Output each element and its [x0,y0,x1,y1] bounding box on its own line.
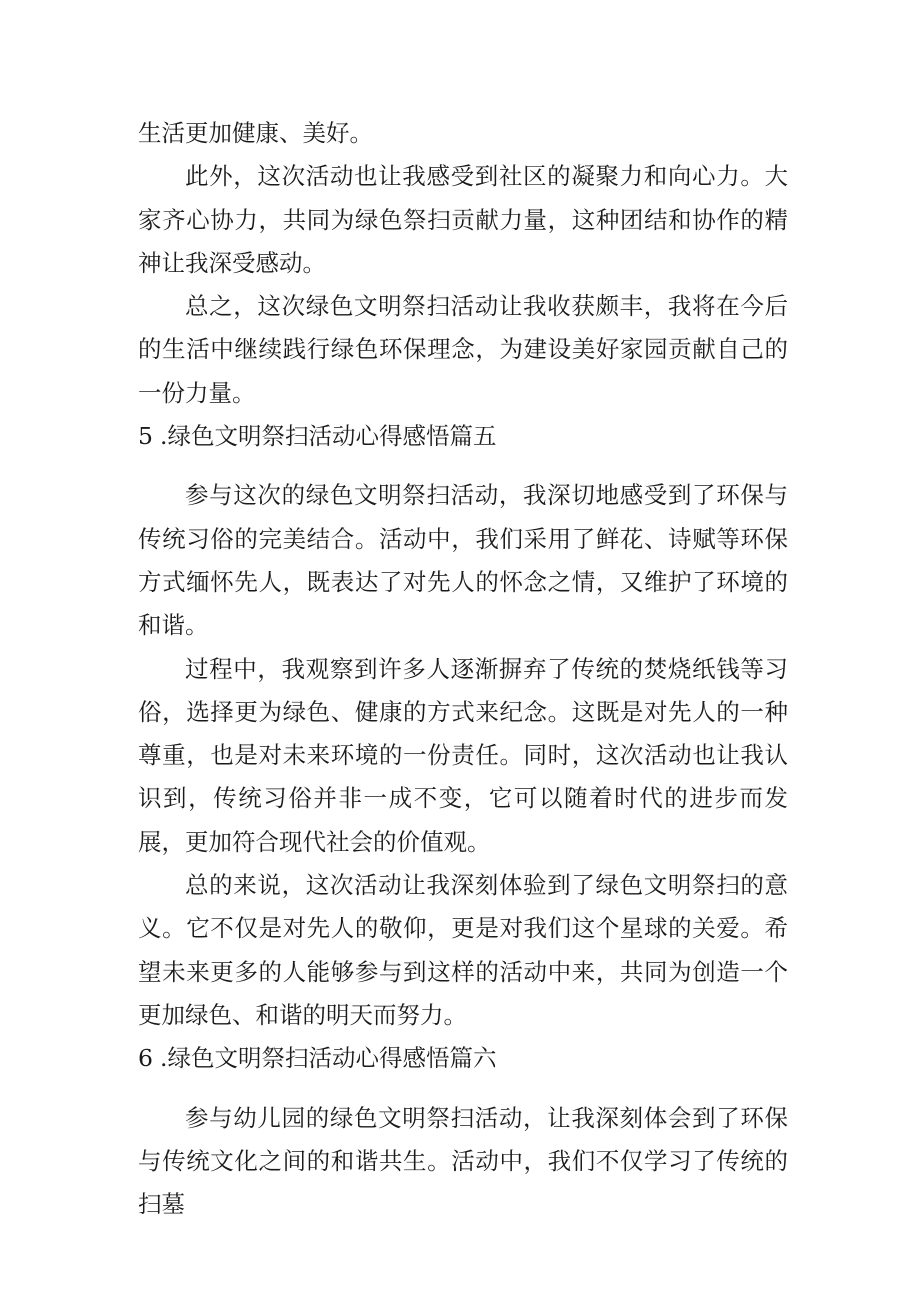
section-5-paragraph-1: 参与这次的绿色文明祭扫活动，我深切地感受到了环保与传统习俗的完美结合。活动中，我们采用了鲜花、诗赋等环保方式缅怀先人，既表达了对先人的怀念之情，又维护了环境的和谐。 [138,481,788,640]
section-5-heading [138,415,788,458]
section-5-title: .绿色文明祭扫活动心得感悟篇五 [160,422,497,451]
paragraph-continuation: 生活更加健康、美好。 [138,119,373,147]
section-5-paragraph-2: 过程中，我观察到许多人逐渐摒弃了传统的焚烧纸钱等习俗，选择更为绿色、健康的方式来纪念。这既是对先人的一种尊重，也是对未来环境的一份责任。同时，这次活动也让我认识到，传统习俗并非一成不变，它可以随着时代的进步而发展，更加符合现代社会的价值观。 [138,654,788,856]
paragraph-conclusion: 总之，这次绿色文明祭扫活动让我收获颇丰，我将在今后的生活中继续践行绿色环保理念，为建设美好家园贡献自己的一份力量。 [138,292,788,407]
document-body [138,112,788,1226]
section-6-title: .绿色文明祭扫活动心得感悟篇六 [160,1044,497,1073]
section-6-number: 6 [138,1044,153,1073]
section-5-paragraph-3: 总的来说，这次活动让我深刻体验到了绿色文明祭扫的意义。它不仅是对先人的敬仰，更是对我们这个星球的关爱。希望未来更多的人能够参与到这样的活动中来，共同为创造一个更加绿色、和谐的明天而努力。 [138,871,788,1029]
section-5-number: 5 [138,422,153,451]
section-6-heading [138,1037,788,1080]
paragraph-community: 此外，这次活动也让我感受到社区的凝聚力和向心力。大家齐心协力，共同为绿色祭扫贡献力量，这种团结和协作的精神让我深受感动。 [138,162,788,277]
section-6-paragraph-1: 参与幼儿园的绿色文明祭扫活动，让我深刻体会到了环保与传统文化之间的和谐共生。活动中，我们不仅学习了传统的扫墓 [138,1103,788,1219]
